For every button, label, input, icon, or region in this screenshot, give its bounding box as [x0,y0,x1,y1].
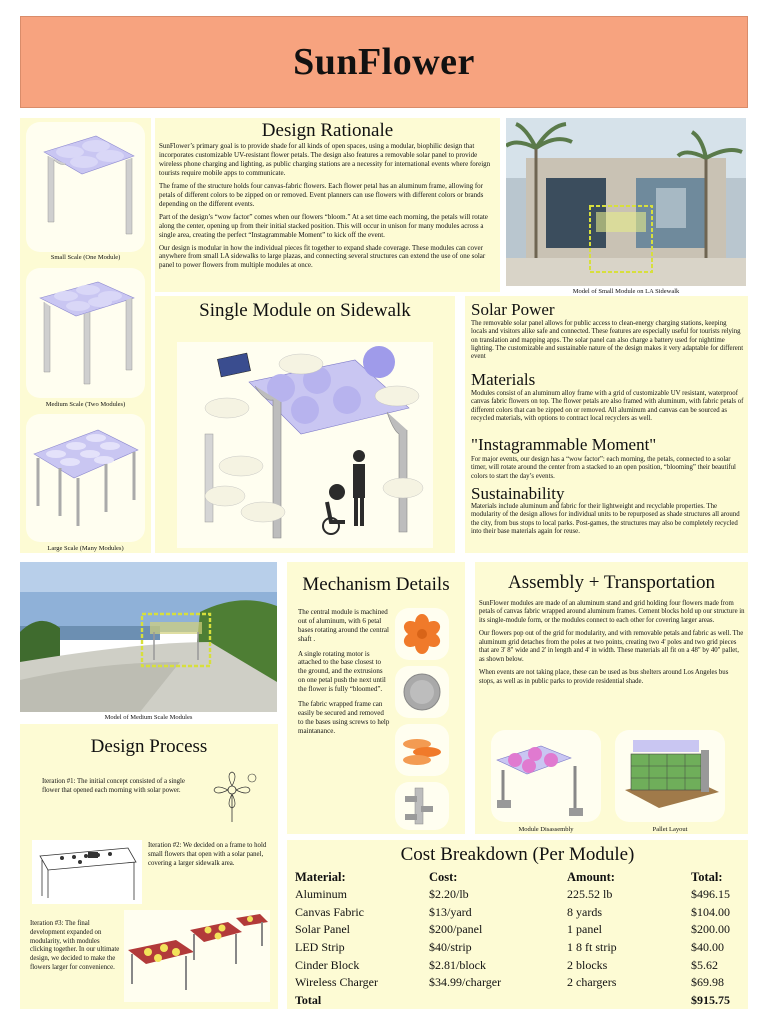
grand-total: $915.75 [691,992,730,1007]
la-sidewalk-caption: Model of Small Module on LA Sidewalk [572,288,680,295]
rationale-paragraph: Part of the design’s “wow factor” comes when our flowers “bloom.” At a set time each morning, the petals will rotate along the center, opening up from their initial stacked position. This will occur in unison for many modules across a single area, creating the perfect “Instagrammable Moment” to kick off the event. [159,212,488,239]
amount-cell: 1 8 ft strip [567,940,617,955]
total-cell: $40.00 [691,940,724,955]
total-cell: $5.62 [691,957,718,972]
large-scale-illustration [26,414,145,542]
material-cell: Canvas Fabric [295,904,364,919]
features-panel [465,296,748,553]
total-cell: $69.98 [691,975,724,990]
design-rationale-heading: Design Rationale [261,120,394,141]
iteration-2-sketch [32,840,142,904]
rationale-paragraph: The frame of the structure holds four canvas-fabric flowers. Each flower petal has an aluminum frame, allowing for petals of different colors to be zipped on or removed. Event planners can use flowers with different colors or brands depending on the different events. [159,181,484,208]
table-row [295,939,745,957]
material-header: Material: [295,869,346,884]
insta-heading: "Instagrammable Moment" [471,435,657,454]
insta-text: For major events, our design has a “wow factor”: each morning, the petals, connected to a solar timer, will rotate around the center from a stacked to an open position, “blooming” their beautiful colors to start the day’s events. [471,456,736,480]
iteration-1-sketch [206,770,262,826]
mechanism-panel [287,562,465,834]
single-module-heading: Single Module on Sidewalk [199,300,411,321]
materials-text: Modules consist of an aluminum alloy frame with a grid of customizable UV resistant, waterproof canvas fabric flowers on top. The flower petals are also framed with aluminum, with fabric petals of different colors that can be zipped on or removed. All aluminum and canvas can be sourced as recycled materials, with options to contract local recyclers as well. [471,390,744,422]
module-disassembly-illustration [491,730,601,822]
iteration-3-text: Iteration #3: The final development expanded on modularity, with modules clicking together. In our ultimate design, we decided to make the flowers larger for convenience. [30,920,120,972]
amount-cell: 8 yards [567,904,602,919]
motor-illustration [395,666,449,718]
amount-header: Amount: [567,869,615,884]
material-cell: LED Strip [295,940,345,955]
design-process-panel [20,724,278,1009]
mechanism-paragraph: A single rotating motor is attached to the base closest to the ground, and the extrusions on one petal push the next until the flower is fully “bloomed”. [298,649,386,693]
amount-cell: 1 panel [567,922,602,937]
amount-cell: 2 chargers [567,975,617,990]
assembly-panel [475,562,748,834]
cost-table-header [295,868,745,886]
medium-photo-panel [20,562,277,722]
small-scale-caption: Small Scale (One Module) [50,254,121,261]
single-module-panel [155,296,455,553]
assembly-paragraph: When events are not taking place, these can be used as bus shelters around Los Angeles bus stops, as well as in public parks to provide residential shade. [479,669,729,685]
iteration-1-text: Iteration #1: The initial concept consisted of a single flower that opened each morning with solar power. [42,778,185,794]
cost-cell: $13/yard [429,904,472,919]
assembly-body [479,600,745,690]
poster-title: SunFlower [293,41,475,83]
design-process-heading: Design Process [90,736,208,757]
scale-column [20,118,151,553]
iteration-3-render [124,910,270,1002]
cost-cell: $2.20/lb [429,887,469,902]
cost-heading: Cost Breakdown (Per Module) [400,844,635,865]
cost-breakdown-panel [287,840,748,1009]
iteration-2-text: Iteration #2: We decided on a frame to hold small flowers that open with a solar panel, covering a larger sidewalk area. [148,842,267,867]
design-rationale-body [159,142,496,274]
total-cell: $104.00 [691,904,730,919]
material-cell: Cinder Block [295,957,360,972]
pallet-layout-illustration [615,730,725,822]
material-cell: Wireless Charger [295,975,378,990]
sustainability-heading: Sustainability [471,484,565,503]
mechanism-paragraph: The fabric wrapped frame can easily be secured and removed to the bases using screws to help maintanance. [298,699,390,735]
table-row [295,886,745,904]
title-banner [20,16,748,108]
la-sidewalk-photo [506,118,746,286]
cost-cell: $2.81/block [429,957,486,972]
empty-cell [429,992,567,1010]
mechanism-heading: Mechanism Details [302,574,450,595]
cost-cell: $200/panel [429,922,483,937]
medium-photo-caption: Model of Medium Scale Modules [104,714,193,721]
medium-scale-caption: Medium Scale (Two Modules) [45,401,126,408]
assembly-paragraph: Our flowers pop out of the grid for modularity, and with removable petals and fabric as well. The aluminum grid detaches from the poles at two points, creating two 4' poles and two grid pieces that are 3' 8" wide and 2' in length and 4' in width. These materials all fit on a 48" by 40" pallet, as shown below. [479,630,744,663]
medium-modules-photo [20,562,277,712]
cost-cell: $34.99/charger [429,975,502,990]
empty-cell [567,992,691,1010]
medium-scale-illustration [26,268,145,398]
cost-cell: $40/strip [429,940,472,955]
total-header: Total: [691,869,723,884]
mechanism-body [298,608,390,739]
rationale-paragraph: Our design is modular in how the individual pieces fit together to expand shade coverage. These modules can cover anywhere from small LA sidewalks to large plazas, and connecting several structures can extend the use of one solar panel to power flowers from multiple modules at once. [159,243,486,270]
single-module-illustration [177,342,433,548]
cost-table [295,868,745,1009]
fabric-frame-illustration [395,724,449,776]
disassembly-caption: Module Disassembly [518,826,574,833]
total-cell: $496.15 [691,887,730,902]
table-row [295,956,745,974]
total-row [295,992,745,1010]
petal-base-illustration [395,608,449,660]
assembly-heading: Assembly + Transportation [507,572,716,593]
material-cell: Aluminum [295,887,348,902]
amount-cell: 225.52 lb [567,887,613,902]
materials-heading: Materials [471,370,536,389]
small-scale-illustration [26,122,145,252]
total-cell: $200.00 [691,922,730,937]
amount-cell: 2 blocks [567,957,608,972]
table-row [295,904,745,922]
assembly-paragraph: SunFlower modules are made of an aluminum stand and grid holding four flowers made from petals of canvas fabric wrapped around aluminum frames. Cement blocks hold up our structure in its single-module form, or the modules connect to each other for covering larger areas. [479,600,745,624]
material-cell: Solar Panel [295,922,350,937]
pallet-caption: Pallet Layout [652,826,688,833]
shaft-illustration [395,782,449,830]
solar-text: The removable solar panel allows for public access to clean-energy charging stations, keeping locals and visitors alike safe and connected. These features are especially useful for tourists relying on translation and mapping apps. The solar panel can also charge a battery used for nighttime lighting. The customizable and sustainable nature of the design makes it very adaptable for different event [471,320,744,361]
rationale-paragraph: SunFlower’s primary goal is to provide shade for all kinds of open spaces, using a modular, biophilic design that incorporates customizable UV-resistant flower petals. The design also features a removable solar panel to provide wireless phone charging and lighting, as public charging stations are a necessity for international events where foreign tourists require mobile apps to communicate. [159,142,491,177]
la-sidewalk-photo-panel [504,118,748,294]
table-row [295,974,745,992]
sustainability-text: Materials include aluminum and fabric for their lightweight and recyclable properties. The modularity of the design allows for individual units to be repurposed as shade structures all around the city, from bus stops to local parks. Post-games, the structures may also be completely recycled into their base materials again for reuse. [471,503,740,535]
table-row [295,921,745,939]
design-rationale-panel [155,118,500,292]
large-scale-caption: Large Scale (Many Modules) [47,545,124,552]
solar-heading: Solar Power [471,300,555,319]
total-label: Total [295,992,322,1007]
mechanism-paragraph: The central module is machined out of aluminum, with 6 petal bases rotating around the central shaft . [298,608,389,643]
cost-header: Cost: [429,869,458,884]
